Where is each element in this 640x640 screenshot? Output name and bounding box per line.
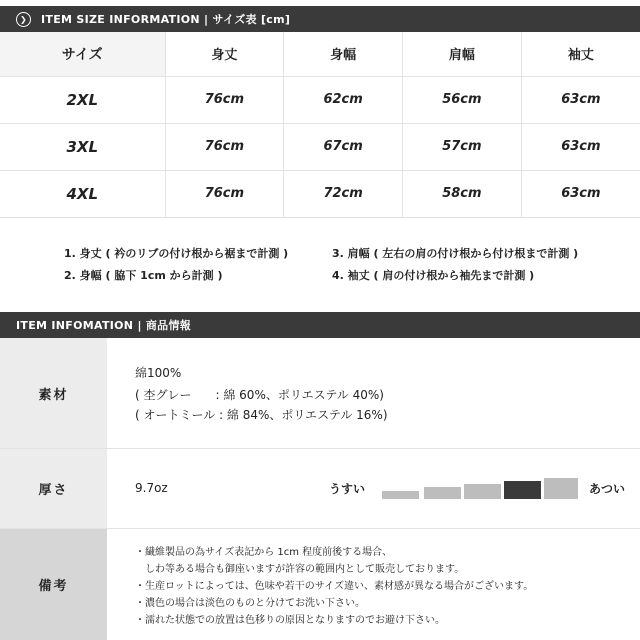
thick-label: あつい: [589, 482, 626, 496]
thickness-level-2: [424, 487, 461, 499]
table-cell: 58cm: [403, 170, 522, 217]
thickness-level-4: [504, 481, 541, 499]
size-section-title: ITEM SIZE INFORMATION | サイズ表 [cm]: [41, 13, 291, 26]
table-cell: 63cm: [521, 76, 640, 123]
chevron-right-icon: ❯: [16, 12, 31, 27]
note-length: 1. 身丈 ( 衿のリブの付け根から裾まで計測 ): [64, 247, 289, 260]
table-cell: 67cm: [284, 123, 403, 170]
column-header-size: サイズ: [0, 32, 165, 76]
material-line: 綿100%: [135, 366, 182, 380]
column-header-shoulder: 肩幅: [403, 32, 522, 76]
table-cell: 72cm: [284, 170, 403, 217]
material-row: [0, 338, 640, 449]
table-cell: 62cm: [284, 76, 403, 123]
table-cell: 63cm: [521, 170, 640, 217]
thickness-row: [0, 449, 640, 529]
size-label: 2XL: [0, 76, 165, 123]
thin-label: うすい: [329, 482, 366, 496]
size-label: 4XL: [0, 170, 165, 217]
remarks-line: ・繊維製品の為サイズ表記から 1cm 程度前後する場合、: [135, 547, 393, 558]
remarks-line: ・濃色の場合は淡色のものと分けてお洗い下さい。: [135, 598, 365, 609]
material-value: [107, 338, 640, 448]
note-sleeve: 4. 袖丈 ( 肩の付け根から袖先まで計測 ): [332, 269, 535, 282]
column-header-width: 身幅: [284, 32, 403, 76]
thickness-label: 厚さ: [0, 449, 107, 528]
material-line: ( オートミール : 綿 84%、ポリエステル 16%): [135, 408, 388, 422]
material-label: 素材: [0, 338, 107, 448]
table-cell: 63cm: [521, 123, 640, 170]
table-cell: 56cm: [403, 76, 522, 123]
remarks-row: [0, 529, 640, 640]
remarks-line: ・濡れた状態での放置は色移りの原因となりますのでお避け下さい。: [135, 615, 445, 626]
table-row: [0, 123, 640, 170]
size-table: [0, 32, 640, 218]
table-cell: 57cm: [403, 123, 522, 170]
remarks-label: 備考: [0, 529, 107, 640]
thickness-level-5: [544, 478, 578, 499]
table-cell: 76cm: [165, 76, 284, 123]
info-section-title: ITEM INFOMATION | 商品情報: [16, 319, 192, 332]
thickness-level-3: [464, 484, 501, 499]
size-section-header: [0, 6, 640, 32]
table-row: [0, 76, 640, 123]
column-header-sleeve: 袖丈: [521, 32, 640, 76]
remarks-value: [107, 529, 640, 640]
column-header-length: 身丈: [165, 32, 284, 76]
size-label: 3XL: [0, 123, 165, 170]
remarks-line: しわ等ある場合も御座いますが許容の範囲内として販売しております。: [135, 564, 465, 575]
thickness-level-1: [382, 491, 419, 499]
thickness-value: [107, 449, 640, 528]
table-cell: 76cm: [165, 170, 284, 217]
material-line: ( 杢グレー : 綿 60%、ポリエステル 40%): [135, 388, 384, 402]
info-section-header: [0, 312, 640, 338]
note-width: 2. 身幅 ( 脇下 1cm から計測 ): [64, 269, 223, 282]
table-row: [0, 170, 640, 217]
size-table-header-row: [0, 32, 640, 76]
remarks-line: ・生産ロットによっては、色味や若干のサイズ違い、素材感が異なる場合がございます。: [135, 581, 534, 592]
note-shoulder: 3. 肩幅 ( 左右の肩の付け根から付け根まで計測 ): [332, 247, 579, 260]
thickness-weight: 9.7oz: [135, 481, 168, 495]
table-cell: 76cm: [165, 123, 284, 170]
